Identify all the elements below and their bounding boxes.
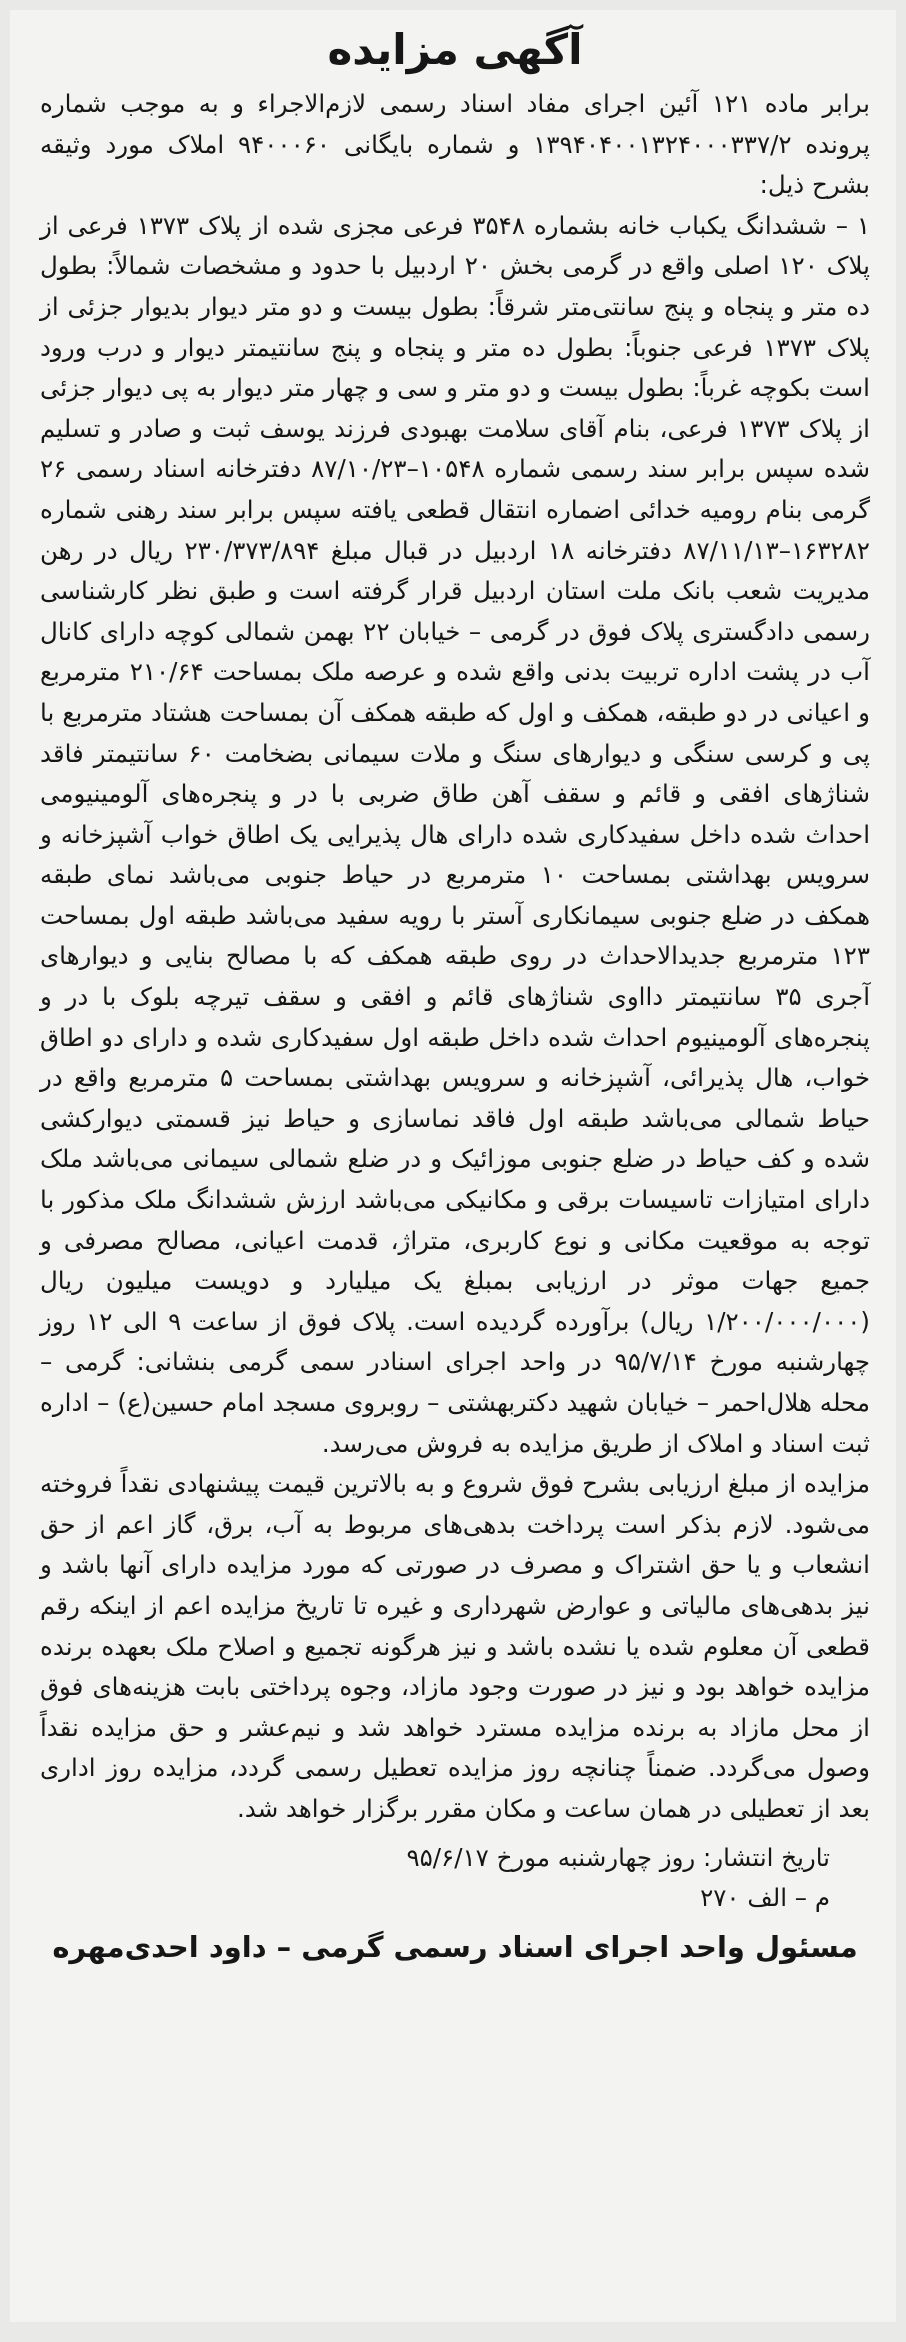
notice-paragraph-intro: برابر ماده ۱۲۱ آئین اجرای مفاد اسناد رسمی لازم‌الاجراء و به موجب شماره پرونده ۱۳۹۴۰۴۰۰۱۳۲۴۰۰۰۳۳۷/۲ و شماره بایگانی ۹۴۰۰۰۶۰ املاک مورد وثیقه بشرح ذیل: bbox=[40, 89, 870, 200]
reference-number: م – الف ۲۷۰ bbox=[700, 1883, 830, 1913]
notice-footer bbox=[40, 1838, 870, 1919]
auction-notice bbox=[10, 10, 896, 2322]
notice-paragraph-property: ۱ – ششدانگ یکباب خانه بشماره ۳۵۴۸ فرعی مجزی شده از پلاک ۱۳۷۳ فرعی از پلاک ۱۲۰ اصلی واقع در گرمی بخش ۲۰ اردبیل با حدود و مشخصات شمالاً: بطول ده متر و پنجاه و پنج سانتی‌متر شرقاً: بطول بیست و دو متر دیوار بدیوار جزئی از پلاک ۱۳۷۳ فرعی جنوباً: بطول ده متر و پنجاه و پنج سانتیمتر دیوار و درب ورود است بکوچه غرباً: بطول بیست و دو متر و سی و چهار متر دیوار به پی دیوار جزئی از پلاک ۱۳۷۳ فرعی، بنام آقای سلامت بهبودی فرزند یوسف ثبت و صادر و تسلیم شده سپس برابر سند رسمی شماره ۱۰۵۴۸–۸۷/۱۰/۲۳ دفترخانه اسناد رسمی ۲۶ گرمی بنام رومیه خدائی اضماره انتقال قطعی یافته سپس برابر سند رهنی شماره ۱۶۳۲۸۲–۸۷/۱۱/۱۳ دفترخانه ۱۸ اردبیل در قبال مبلغ ۲۳۰/۳۷۳/۸۹۴ ریال در رهن مدیریت شعب بانک ملت استان اردبیل قرار گرفته است و طبق نظر کارشناسی رسمی دادگستری پلاک فوق در گرمی – خیابان ۲۲ بهمن شمالی کوچه دارای کانال آب در پشت اداره تربیت بدنی واقع شده و عرصه ملک بمساحت ۲۱۰/۶۴ مترمربع و اعیانی در دو طبقه، همکف و اول که طبقه همکف آن بمساحت هشتاد مترمربع با پی و کرسی سنگی و دیوارهای سنگ و ملات سیمانی بضخامت ۶۰ سانتیمتر فاقد شناژهای افقی و قائم و سقف آهن طاق ضربی با در و پنجره‌های آلومینیومی احداث شده داخل سفیدکاری شده دارای هال پذیرایی یک اطاق خواب آشپزخانه و سرویس بهداشتی بمساحت ۱۰ مترمربع در حیاط جنوبی می‌باشد نمای طبقه همکف در ضلع جنوبی سیمانکاری آستر با رویه سفید می‌باشد طبقه اول بمساحت ۱۲۳ مترمربع جدیدالاحداث در روی طبقه همکف که با مصالح بنایی و دیوارهای آجری ۳۵ سانتیمتر دااوی شناژهای قائم و افقی و سقف تیرچه بلوک با در و پنجره‌های آلومینیوم احداث شده داخل طبقه اول سفیدکاری شده و دارای دو اطاق خواب، هال پذیرائی، آشپزخانه و سرویس بهداشتی بمساحت ۵ مترمربع واقع در حیاط شمالی می‌باشد طبقه اول فاقد نماسازی و حیاط نیز قسمتی دیوارکشی شده و کف حیاط در ضلع جنوبی موزائیک و در ضلع شمالی سیمانی می‌باشد ملک دارای امتیازات تاسیسات برقی و مکانیکی می‌باشد ارزش ششدانگ ملک مذکور با توجه به موقعیت مکانی و نوع کاربری، متراژ، قدمت اعیانی، مصالح مصرفی و جمیع جهات موثر در ارزیابی بمبلغ یک میلیارد و دویست میلیون ریال (۱/۲۰۰/۰۰۰/۰۰۰ ریال) برآورده گردیده است. پلاک فوق از ساعت ۹ الی ۱۲ روز چهارشنبه مورخ ۹۵/۷/۱۴ در واحد اجرای اسنادر سمی گرمی بنشانی: گرمی – محله هلال‌احمر – خیابان شهید دکتربهشتی – روبروی مسجد امام حسین(ع) – اداره ثبت اسناد و املاک از طریق مزایده به فروش می‌رسد. bbox=[40, 210, 871, 1458]
notice-paragraph-terms: مزایده از مبلغ ارزیابی بشرح فوق شروع و به بالاترین قیمت پیشنهادی نقداً فروخته می‌شود. لازم بذکر است پرداخت بدهی‌های مربوط به آب، برق، گاز اعم از حق انشعاب و یا حق اشتراک و مصرف در صورتی که مورد مزایده دارای آنها باشد و نیز بدهی‌های مالیاتی و عوارض شهرداری و غیره تا تاریخ مزایده اعم از اینکه رقم قطعی آن معلوم شده یا نشده باشد و نیز هرگونه تجمیع و اصلاح ملک بعهده برنده مزایده خواهد بود و نیز در صورت وجود مازاد، وجوه پرداختی بابت هزینه‌های فوق از محل مازاد به برنده مزایده مسترد خواهد شد و نیم‌عشر و حق مزایده نقداً وصول می‌گردد. ضمناً چنانچه روز مزایده تعطیل رسمی گردد، مزایده روز اداری بعد از تعطیلی در همان ساعت و مکان مقرر برگزار خواهد شد. bbox=[40, 1469, 870, 1823]
publish-date: تاریخ انتشار: روز چهارشنبه مورخ ۹۵/۶/۱۷ bbox=[406, 1842, 830, 1872]
signature-line: مسئول واحد اجرای اسناد رسمی گرمی – داود احدی‌مهره bbox=[52, 1929, 858, 1964]
notice-body bbox=[40, 84, 870, 1830]
notice-title: آگهی مزایده bbox=[327, 25, 583, 74]
